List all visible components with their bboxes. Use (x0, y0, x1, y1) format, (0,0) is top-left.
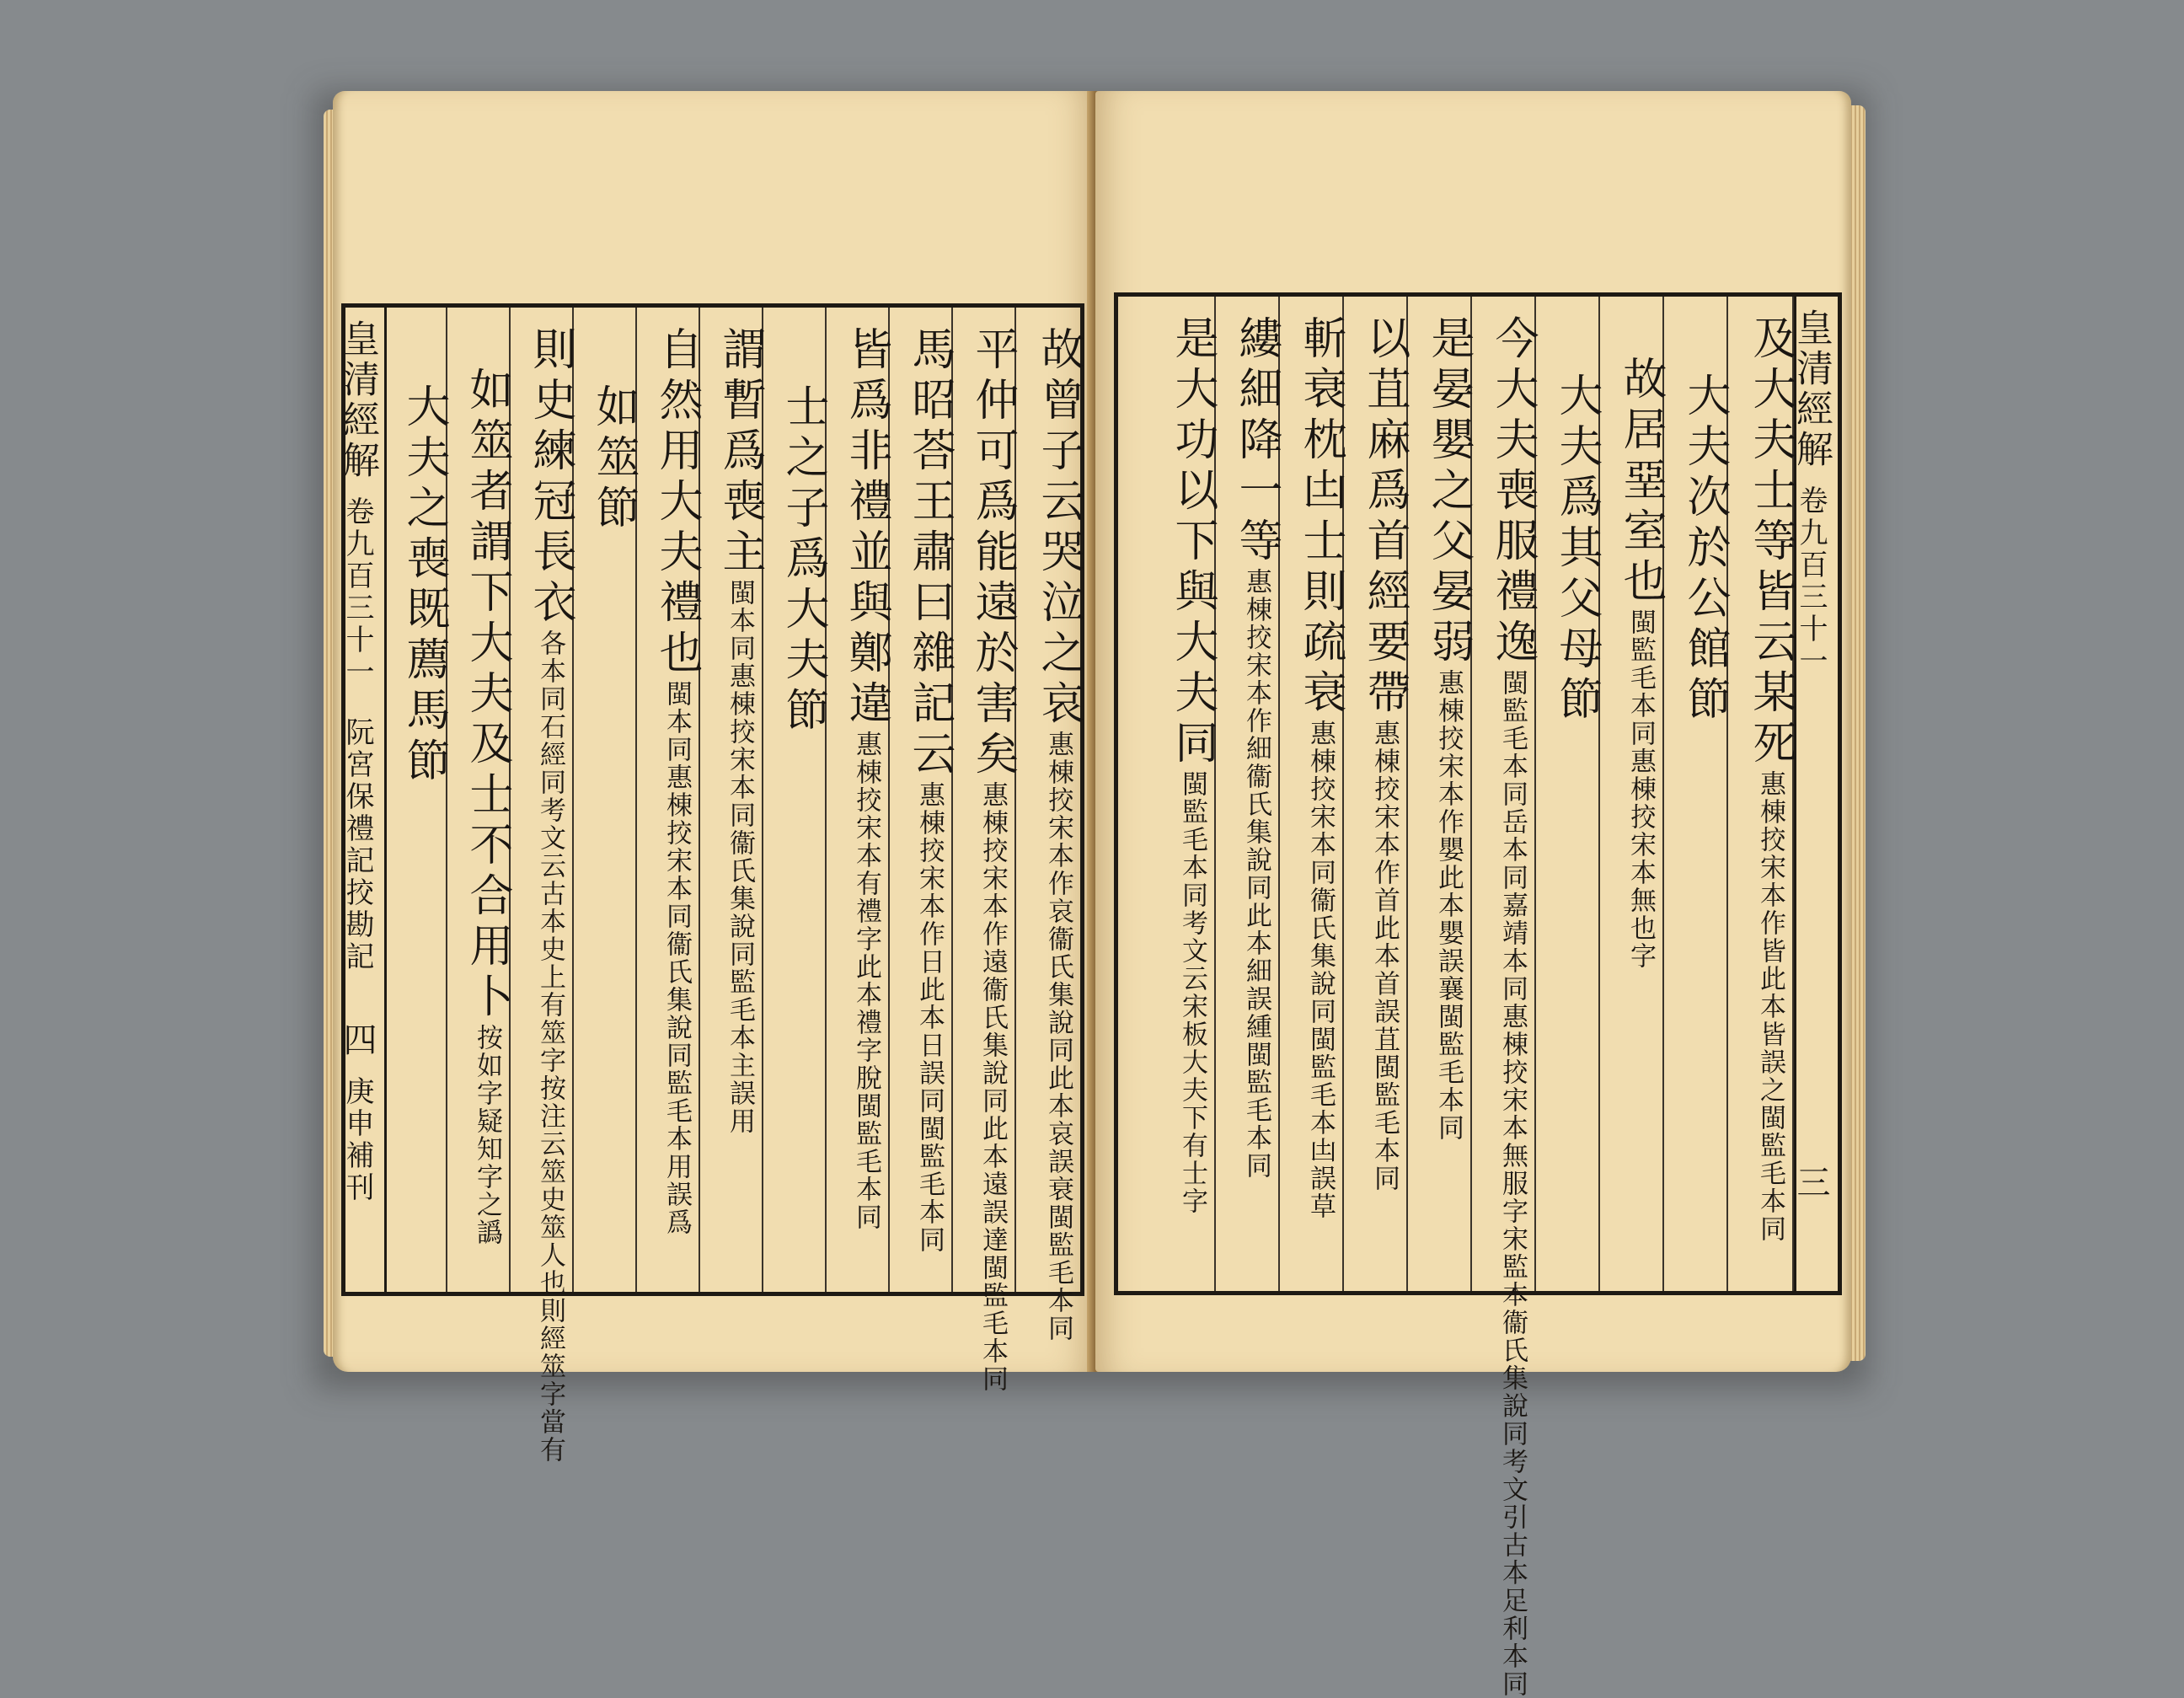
text-column: 皆爲非禮並與鄭違惠棟挍宋本有禮字此本禮字脫閩監毛本同 (827, 308, 890, 1292)
right-page-text-frame (1114, 292, 1842, 1698)
book-title: 皇清經解 (1790, 308, 1833, 470)
center-fold-column (1790, 297, 1838, 1291)
page-number: 三 (1791, 1165, 1830, 1203)
text-column: 故曾子云哭泣之哀惠棟挍宋本作哀衞氏集說同此本哀誤衰閩監毛本同 (1033, 326, 1084, 1342)
text-column: 自然用大夫禮也閩本同惠棟挍宋本同衞氏集說同監毛本用誤爲 (637, 308, 700, 1292)
text-column: 故居堊室也閩監毛本同惠棟挍宋本無也字 (1600, 297, 1664, 1291)
text-column: 大夫次於公館節 (1664, 297, 1728, 1291)
volume-label: 卷九百三十一 (340, 496, 374, 688)
text-column: 如筮節 (574, 308, 637, 1292)
text-column: 及大夫士等皆云某死惠棟挍宋本作皆此本皆誤之閩監毛本同 (1728, 297, 1794, 1291)
text-column: 如筮者謂下大夫及士不合用卜按如字疑知字之譌 (447, 308, 511, 1292)
left-page-text-frame (336, 303, 1084, 1464)
text-column: 以苴麻爲首經要帶惠棟挍宋本作首此本首誤苴閩監毛本同 (1344, 297, 1408, 1291)
section-label: 阮宮保禮記挍勘記 (340, 717, 374, 973)
page-number: 四 (338, 1022, 377, 1061)
center-fold-column (336, 308, 387, 1292)
text-column: 是晏嬰之父晏弱惠棟挍宋本作嬰此本嬰誤襄閩監毛本同 (1408, 297, 1472, 1291)
text-column: 斬衰枕凷士則疏衰惠棟挍宋本同衞氏集說同閩監毛本凷誤草 (1280, 297, 1344, 1291)
text-column: 今大夫喪服禮逸閩監毛本同岳本同嘉靖本同惠棟挍宋本無服字宋監本衞氏集說同考文引古本足利本同 (1472, 297, 1536, 1291)
text-column: 馬昭荅王肅曰雜記云惠棟挍宋本作日此本日誤同閩監毛本同 (890, 308, 953, 1292)
volume-label: 卷九百三十一 (1794, 485, 1828, 678)
edition-label: 庚申補刊 (340, 1076, 374, 1204)
book-title: 皇清經解 (336, 319, 379, 481)
text-column: 平仲可爲能遠於害矣惠棟挍宋本作遠衞氏集說同此本遠誤達閩監毛本同 (953, 308, 1016, 1292)
text-column: 大夫爲其父母節 (1536, 297, 1600, 1291)
text-column: 大夫之喪既薦馬節 (387, 308, 447, 1292)
text-column: 士之子爲大夫節 (763, 308, 827, 1292)
text-column: 是大功以下與大夫同閩監毛本同考文云宋板大夫下有士字 (1118, 297, 1216, 1291)
text-column: 則史練冠長衣各本同石經同考文云古本史上有筮字按注云筮史筮人也則經筮字當有 (511, 308, 574, 1292)
text-column: 謂暫爲喪主閩本同惠棟挍宋本同衞氏集說同監毛本主誤用 (700, 308, 763, 1292)
text-column: 縷細降一等惠棟挍宋本作細衞氏集說同此本細誤緟閩監毛本同 (1216, 297, 1280, 1291)
